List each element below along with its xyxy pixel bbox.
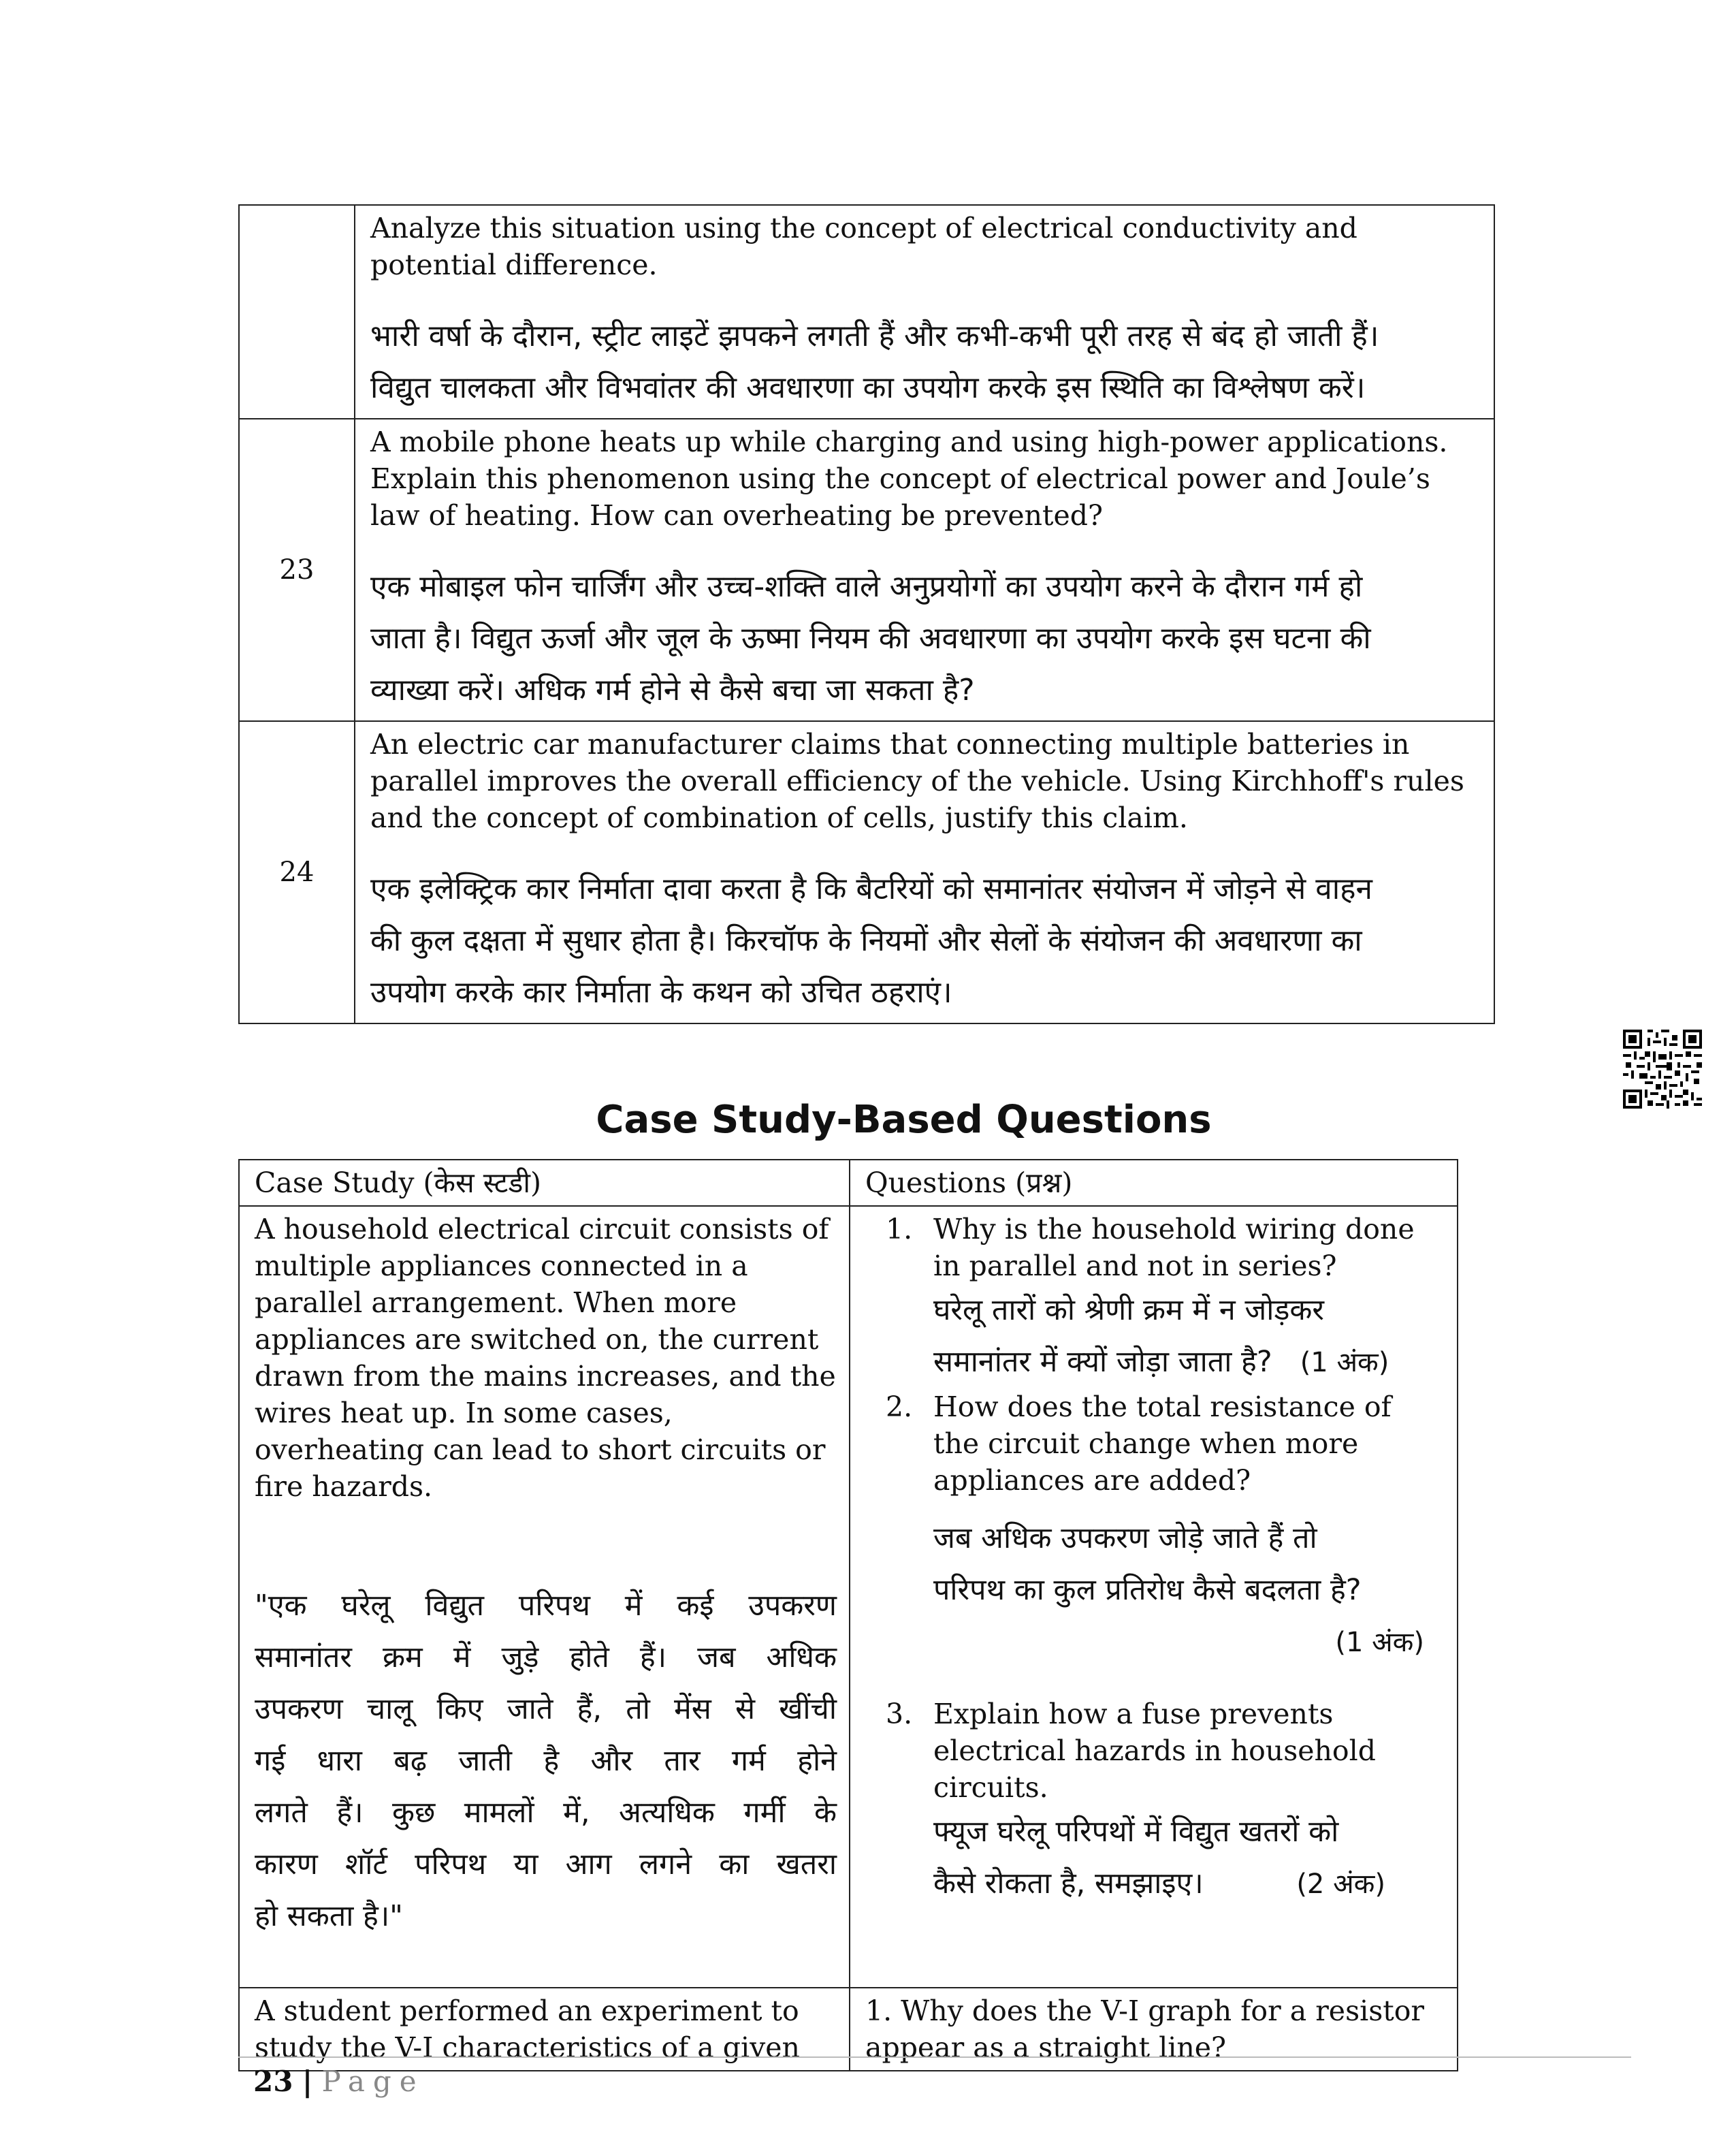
question-number: 23	[239, 419, 355, 721]
case-study-text-hindi: कारण शॉर्ट परिपथ या आग लगने का खतरा	[255, 1847, 837, 1881]
question-text-hindi: परिपथ का कुल प्रतिरोध कैसे बदलता है?	[933, 1573, 1362, 1607]
question-index: 2.	[886, 1391, 913, 1423]
table-row	[239, 205, 1494, 419]
question-text-hindi: जाता है। विद्युत ऊर्जा और जूल के ऊष्मा नियम की अवधारणा का उपयोग करके इस घटना की	[370, 621, 1371, 656]
case-study-text-hindi: गई धारा बढ़ जाती है और तार गर्म होने	[255, 1744, 837, 1778]
question-number	[239, 205, 355, 419]
table-row	[239, 1206, 1458, 1988]
question-text-english: Why is the household wiring done in parallel and not in series?	[933, 1213, 1415, 1282]
case-study-text-english: A household electrical circuit consists of multiple appliances connected in a parallel arrangement. When more appliances are switched on, the current drawn from the mains increases, and the wires heat up. In some cases, overheating can lead to short circuits or fire hazards.	[255, 1213, 836, 1503]
case-study-text-hindi: लगते हैं। कुछ मामलों में, अत्यधिक गर्मी के	[255, 1796, 837, 1830]
page-label: Page	[321, 2065, 425, 2098]
column-header-case-study: Case Study (केस स्टडी)	[239, 1160, 850, 1206]
marks-label: (1 अंक)	[1335, 1627, 1424, 1658]
question-text-hindi: की कुल दक्षता में सुधार होता है। किरचॉफ के नियमों और सेलों के संयोजन की अवधारणा का	[370, 923, 1362, 958]
marks-label: (2 अंक)	[1296, 1869, 1385, 1900]
table-row	[239, 419, 1494, 721]
question-text-hindi: उपयोग करके कार निर्माता के कथन को उचित ठहराएं।	[370, 975, 952, 1010]
table-row	[239, 1988, 1458, 2071]
question-index: 3.	[886, 1698, 913, 1730]
question-text-hindi: फ्यूज घरेलू परिपथों में विद्युत खतरों को	[933, 1815, 1339, 1849]
page-footer	[253, 2065, 425, 2098]
list-item	[865, 1696, 1445, 1910]
footer-divider	[238, 2056, 1631, 2058]
case-study-cell	[239, 1988, 850, 2071]
question-body	[355, 205, 1494, 419]
question-text-english: 1. Why does the V-I graph for a resistor appear as a straight line?	[865, 1995, 1425, 2064]
question-text-hindi: समानांतर में क्यों जोड़ा जाता है?	[933, 1345, 1272, 1379]
case-study-text-hindi: समानांतर क्रम में जुड़े होते हैं। जब अधिक	[255, 1640, 837, 1674]
question-text-hindi: एक मोबाइल फोन चार्जिंग और उच्च-शक्ति वाले अनुप्रयोगों का उपयोग करने के दौरान गर्म हो	[370, 569, 1363, 604]
question-text-hindi: जब अधिक उपकरण जोड़े जाते हैं तो	[933, 1521, 1317, 1555]
questions-cell	[850, 1988, 1458, 2071]
question-text-hindi: घरेलू तारों को श्रेणी क्रम में न जोड़कर	[933, 1293, 1325, 1327]
question-text-hindi: विद्युत चालकता और विभवांतर की अवधारणा का उपयोग करके इस स्थिति का विश्लेषण करें।	[370, 370, 1366, 405]
case-study-text-english: A student performed an experiment to study the V-I characteristics of a given	[255, 1995, 800, 2064]
question-table	[238, 204, 1495, 1024]
question-list	[865, 1211, 1445, 1910]
qr-code-icon	[1623, 1030, 1702, 1109]
question-text-english: A mobile phone heats up while charging and using high-power applications. Explain this phenomenon using the concept of electrical power and Joule’s law of heating. How can overheating be prevented?	[370, 426, 1448, 532]
question-index: 1.	[886, 1213, 913, 1245]
case-study-text-hindi: "एक घरेलू विद्युत परिपथ में कई उपकरण	[255, 1589, 837, 1623]
table-row	[239, 721, 1494, 1023]
case-study-cell	[239, 1206, 850, 1988]
question-text-english: How does the total resistance of the circuit change when more appliances are added?	[933, 1391, 1392, 1497]
table-header-row	[239, 1160, 1458, 1206]
question-number: 24	[239, 721, 355, 1023]
question-text-hindi: एक इलेक्ट्रिक कार निर्माता दावा करता है कि बैटरियों को समानांतर संयोजन में जोड़ने से वाहन	[370, 872, 1372, 906]
footer-separator: |	[302, 2065, 313, 2098]
page-number: 23	[253, 2065, 293, 2098]
question-text-hindi: भारी वर्षा के दौरान, स्ट्रीट लाइटें झपकने लगती हैं और कभी-कभी पूरी तरह से बंद हो जाती हैं।	[370, 319, 1379, 353]
case-study-text-hindi: हो सकता है।"	[255, 1899, 403, 1933]
question-body	[355, 721, 1494, 1023]
questions-cell	[850, 1206, 1458, 1988]
case-study-table	[238, 1159, 1458, 2071]
question-text-hindi: व्याख्या करें। अधिक गर्म होने से कैसे बचा जा सकता है?	[370, 673, 975, 708]
question-body	[355, 419, 1494, 721]
list-item	[865, 1211, 1445, 1388]
column-header-questions: Questions (प्रश्न)	[850, 1160, 1458, 1206]
question-text-english: An electric car manufacturer claims that connecting multiple batteries in parallel improves the overall efficiency of the vehicle. Using Kirchhoff's rules and the concept of combination of cells, justify this claim.	[370, 728, 1464, 834]
case-study-text-hindi: उपकरण चालू किए जाते हैं, तो मेंस से खींची	[255, 1692, 837, 1726]
marks-label: (1 अंक)	[1300, 1347, 1389, 1378]
question-text-english: Analyze this situation using the concept of electrical conductivity and potential difference.	[370, 212, 1357, 281]
question-text-hindi: कैसे रोकता है, समझाइए।	[933, 1866, 1204, 1901]
list-item	[865, 1388, 1445, 1696]
question-text-english: Explain how a fuse prevents electrical hazards in household circuits.	[933, 1698, 1376, 1804]
section-heading: Case Study-Based Questions	[596, 1098, 1212, 1142]
